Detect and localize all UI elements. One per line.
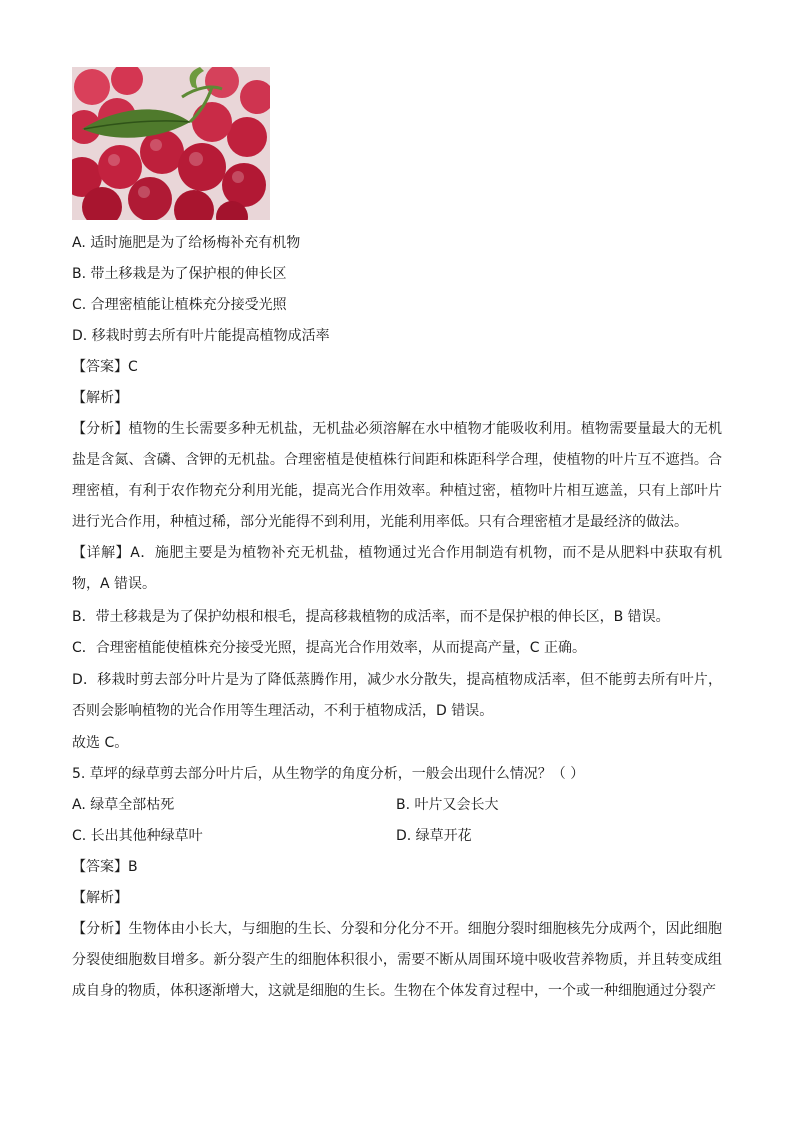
detail-c: C．合理密植能使植株充分接受光照，提高光合作用效率，从而提高产量，C 正确。 [72, 640, 586, 656]
answer-label: 【答案】C [72, 359, 138, 375]
q5-analysis-paragraph: 【分析】生物体由小长大，与细胞的生长、分裂和分化分不开。细胞分裂时细胞核先分成两个，因此细胞分裂使细胞数目增多。新分裂产生的细胞体积很小，需要不断从周围环境中吸收营养物质，并且转变成组成自身的物质，体积逐渐增大，这就是细胞的生长。生物在个体发育过程中，一个或一种细胞通过分裂产 [72, 921, 722, 999]
q5-answer-label: 【答案】B [72, 859, 138, 875]
analysis-paragraph: 【分析】植物的生长需要多种无机盐，无机盐必须溶解在水中植物才能吸收利用。植物需要量最大的无机盐是含氮、含磷、含钾的无机盐。合理密植是使植株行间距和株距科学合理，使植物的叶片互不遮挡。合理密植，有利于农作物充分利用光能，提高光合作用效率。种植过密，植物叶片相互遮盖，只有上部叶片进行光合作用，种植过稀，部分光能得不到利用，光能利用率低。只有合理密植才是最经济的做法。 [72, 421, 722, 530]
q5-option-a: A. 绿草全部枯死 [72, 797, 175, 813]
q5-analysis-label: 【解析】 [72, 890, 128, 906]
detail-b: B．带土移栽是为了保护幼根和根毛，提高移栽植物的成活率，而不是保护根的伸长区，B 错误。 [72, 609, 670, 625]
option-c: C. 合理密植能让植株充分接受光照 [72, 297, 287, 313]
detail-d: D．移栽时剪去部分叶片是为了降低蒸腾作用，减少水分散失，提高植物成活率，但不能剪去所有叶片，否则会影响植物的光合作用等生理活动，不利于植物成活，D 错误。 [72, 672, 722, 719]
option-b: B. 带土移栽是为了保护根的伸长区 [72, 266, 287, 282]
detail-a: 【详解】A．施肥主要是为植物补充无机盐，植物通过光合作用制造有机物，而不是从肥料中获取有机物，A 错误。 [72, 545, 722, 592]
question-5-stem: 5. 草坪的绿草剪去部分叶片后，从生物学的角度分析，一般会出现什么情况？（ ） [72, 766, 585, 782]
analysis-label: 【解析】 [72, 390, 128, 406]
bayberry-photo [72, 67, 270, 220]
q5-option-b: B. 叶片又会长大 [396, 797, 499, 813]
q5-option-c: C. 长出其他种绿草叶 [72, 828, 203, 844]
option-d: D. 移栽时剪去所有叶片能提高植物成活率 [72, 328, 330, 344]
bayberry-illustration [72, 67, 270, 220]
q5-option-d: D. 绿草开花 [396, 828, 472, 844]
conclusion: 故选 C。 [72, 735, 129, 751]
option-a: A. 适时施肥是为了给杨梅补充有机物 [72, 235, 301, 251]
